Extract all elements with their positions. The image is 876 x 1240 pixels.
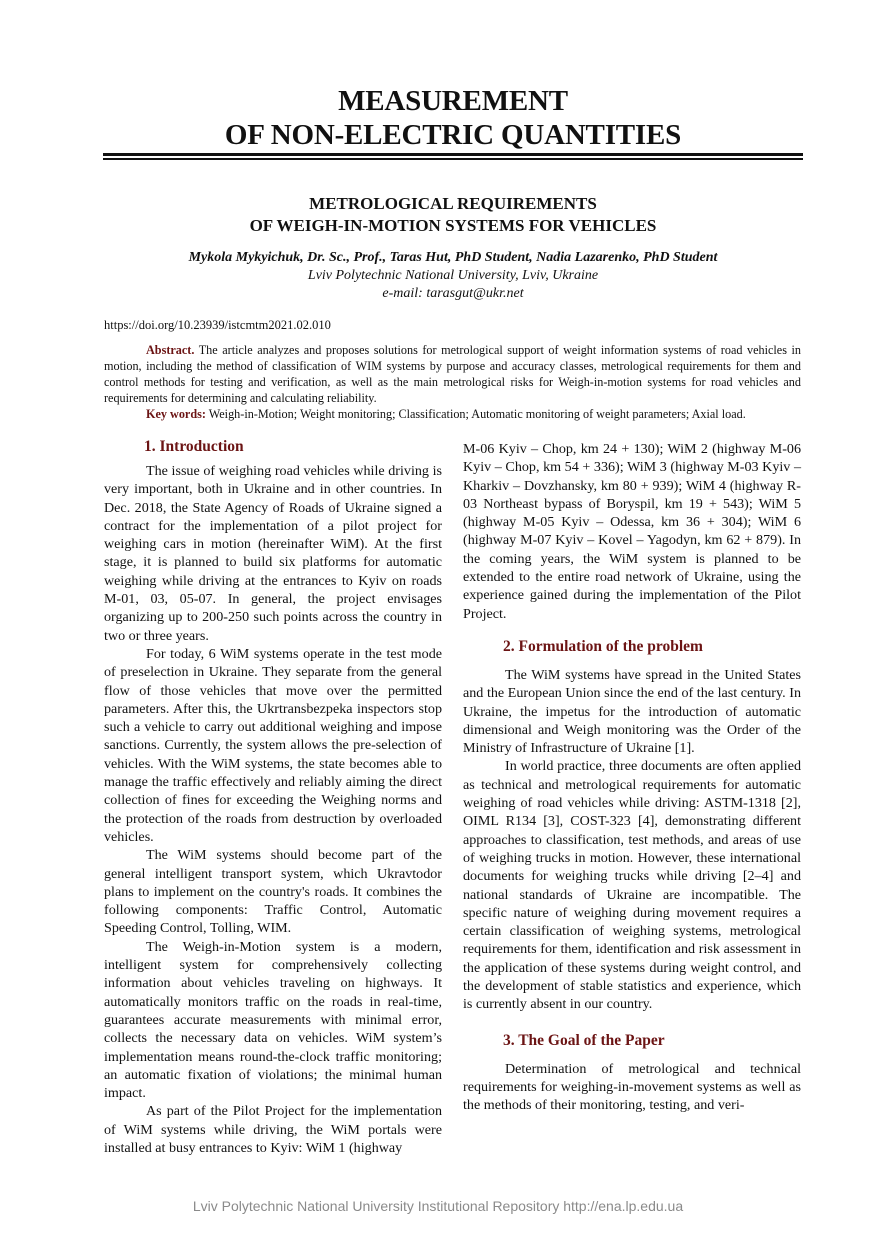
section-heading-introduction: 1. Introduction [144, 438, 244, 455]
intro-paragraph-4: The Weigh-in-Motion system is a modern, intelligent system for comprehensively collecting information about vehicles traveling on highways. It automatically monitors traffic on the roads in real-time, guarantees accurate measurements with minimal error, collects the necessary data on vehicles. WiM system’s implementation means round-the-clock traffic monitoring; an automatic fixation of violations; the minimal human impact. [104, 938, 442, 1102]
repository-footer: Lviv Polytechnic National University Institutional Repository http://ena.lp.edu.ua [192, 1198, 684, 1214]
paper-title [103, 193, 803, 237]
section-heading-problem: 2. Formulation of the problem [503, 637, 703, 655]
goal-paragraph-1: Determination of metrological and technical requirements for weighing-in-movement systems as well as the methods of their monitoring, testing, and veri- [463, 1060, 801, 1114]
keywords [104, 406, 801, 422]
intro-paragraph-2: For today, 6 WiM systems operate in the test mode of preselection in Ukraine. They separate from the general flow of those vehicles that move over the permitted parameters. After this, the Ukrtransbezpeka inspectors stop such a vehicle to carry out additional weighing and impose sanctions. Currently, the system allows the pre-selection of vehicles. With the WiM systems, the state becomes able to manage the traffic effectively and reliably aiming the direct collection of fines for exceeding the Weighing norms and the protection of the roads from destruction by overloaded vehicles. [104, 645, 442, 845]
right-column [463, 440, 801, 1115]
keywords-label: Key words: [146, 407, 206, 421]
abstract-block [104, 342, 801, 422]
problem-paragraph-2: In world practice, three documents are often applied as technical and metrological requirements for automatic weighing of road vehicles while driving: ASTM-1318 [2], OIML R134 [3], COST-323 [4], demonstrating different approaches to classification, test methods, and areas of use of weighing trucks in motion. However, these international documents for weighing trucks while driving [2–4] and national standards of Ukraine are incompatible. The specific nature of weighing during movement requires a certain classification of weighing systems, metrological requirements for them, identification and risk assessment in the application of these systems during weight control, and the development of stable statistics and experience, which is currently absent in our country. [463, 758, 801, 1013]
intro-paragraph-1: The issue of weighing road vehicles while driving is very important, both in Ukraine and in other countries. In Dec. 2018, the State Agency of Roads of Ukraine signed a contract for the implementation of a pilot project for weighing cars in motion (hereinafter WiM). At the first stage, it is planned to build six platforms for automatic weighing while driving at the entrances to Kyiv on roads M-01, 03, 05-07. In general, the project envisages organizing up to 200-250 such points across the country in two or three years. [104, 463, 442, 644]
journal-section-line1: MEASUREMENT [338, 85, 568, 117]
journal-section-line2: OF NON-ELECTRIC QUANTITIES [224, 119, 682, 151]
paper-title-line2: OF WEIGH-IN-MOTION SYSTEMS FOR VEHICLES [249, 216, 657, 235]
abstract-label: Abstract. [146, 343, 195, 357]
abstract [104, 342, 801, 406]
doi-link[interactable]: https://doi.org/10.23939/istcmtm2021.02.010 [104, 318, 331, 332]
paper-title-line1: METROLOGICAL REQUIREMENTS [309, 194, 597, 213]
affiliation: Lviv Polytechnic National University, Lviv, Ukraine [307, 268, 599, 283]
intro-paragraph-3: The WiM systems should become part of the general intelligent transport system, which Ukravtodor plans to implement on the country's roads. It combines the following components: Traffic Control, Automatic Speeding Control, Tolling, WIM. [104, 847, 442, 937]
intro-paragraph-5: As part of the Pilot Project for the implementation of WiM systems while driving, the WiM portals were installed at busy entrances to Kyiv: WiM 1 (highway [104, 1103, 442, 1156]
double-rule-divider [103, 153, 803, 160]
author-email: e-mail: tarasgut@ukr.net [382, 286, 524, 301]
authors: Mykola Mykyichuk, Dr. Sc., Prof., Taras Hut, PhD Student, Nadia Lazarenko, PhD Student [188, 250, 718, 265]
journal-section-title [103, 84, 803, 152]
intro-paragraph-5-continued: M-06 Kyiv – Chop, km 24 + 130); WiM 2 (highway M-06 Kyiv – Chop, km 54 + 336); WiM 3 (highway M-03 Kyiv – Kharkiv – Dovzhansky, km 80 + 939); WiM 4 (highway R-03 Northeast bypass of Boryspil, km 19 + 543); WiM 5 (highway M-05 Kyiv – Odessa, km 36 + 304); WiM 6 (highway M-07 Kyiv – Kovel – Yagodyn, km 62 + 879). In the coming years, the WiM system is planned to be extended to the entire road network of Ukraine, using the experience gained during the implementation of the Pilot Project. [463, 441, 801, 622]
abstract-text: The article analyzes and proposes solutions for metrological support of weight information systems of road vehicles in motion, including the method of classification of WIM systems by purpose and accuracy classes, metrological requirements for them and control methods for testing and verification, as well as the main metrological risks for Weigh-in-motion systems for road vehicles and requirements for determining and calculating reliability. [104, 343, 801, 405]
left-column [104, 437, 442, 1157]
keywords-text: Weigh-in-Motion; Weight monitoring; Classification; Automatic monitoring of weight parameters; Axial load. [205, 407, 746, 421]
problem-paragraph-1: The WiM systems have spread in the United States and the European Union since the end of the last century. In Ukraine, the impetus for the introduction of automatic dimensional and Weigh monitoring was the Order of the Ministry of Infrastructure of Ukraine [1]. [463, 666, 801, 757]
section-heading-goal: 3. The Goal of the Paper [503, 1031, 665, 1049]
